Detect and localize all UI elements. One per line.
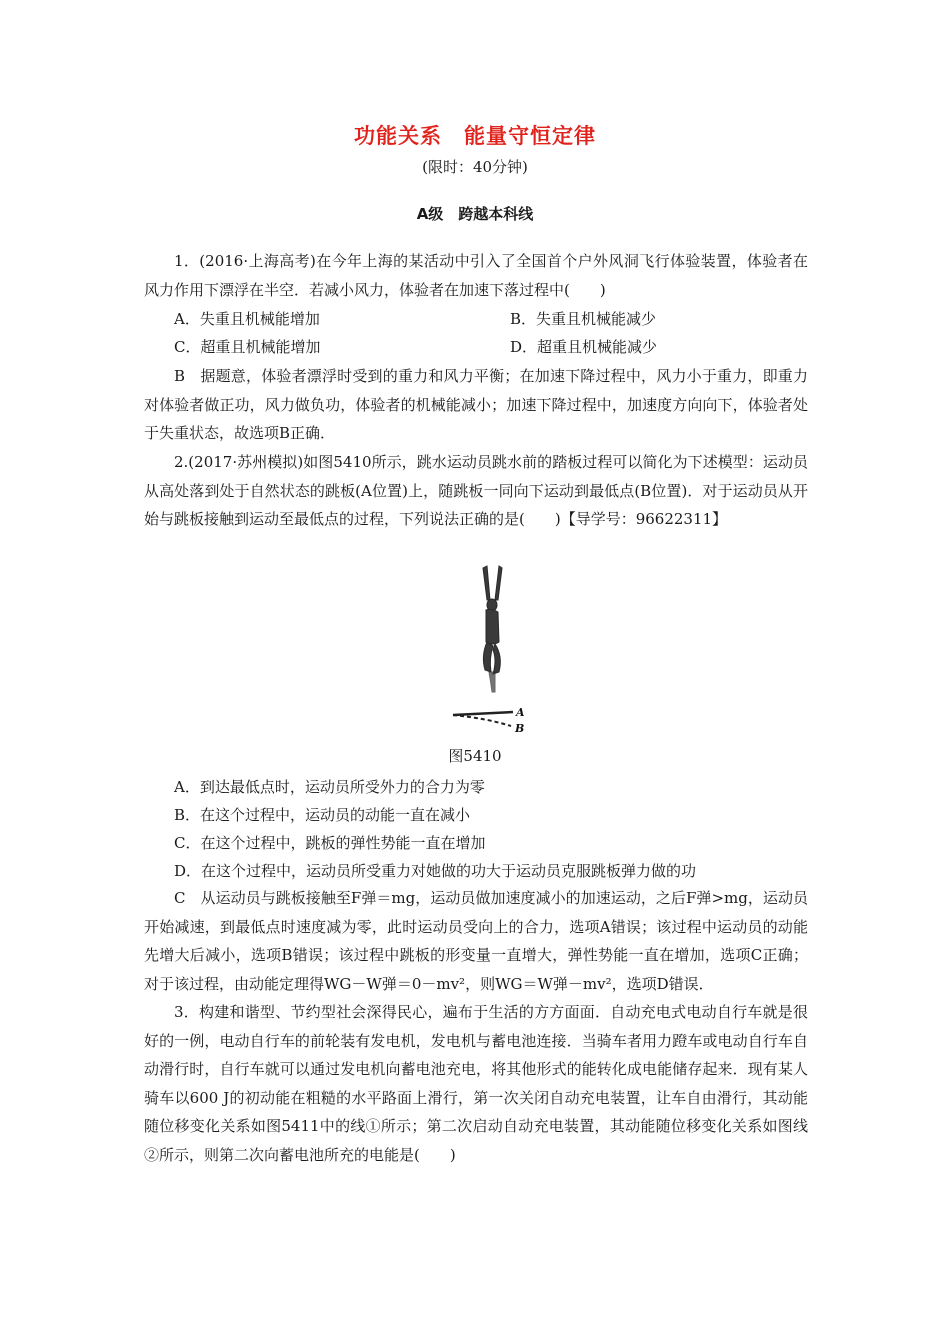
q2-answer: C 从运动员与跳板接触至F弹＝mg，运动员做加速度减小的加速运动，之后F弹>mg，运动员开始减速，到最低点时速度减为零，此时运动员受向上的合力，选项A错误；该过程中运动员的动能先增大后减小，选项B错误；该过程中跳板的形变量一直增大，弹性势能一直在增加，选项C正确；对于该过程，由动能定理得WG－W弹＝0－mv²，则WG＝W弹－mv²，选项D错误． [144,889,808,993]
q1-option-b: B．失重且机械能减少 [510,310,657,328]
q2-option-d: D．在这个过程中，运动员所受重力对她做的功大于运动员克服跳板弹力做的功 [174,862,697,880]
figure-caption: 图5410 [448,747,502,765]
springboard-b [453,715,511,726]
diver-figure [445,560,535,745]
q1-answer: B 据题意，体验者漂浮时受到的重力和风力平衡；在加速下降过程中，风力小于重力，即重力对体验者做正功，风力做负功，体验者的机械能减小；加速下降过程中，加速度方向向下，体验者处于失重状态，故选项B正确． [144,367,808,443]
label-a: A [516,706,525,719]
q1-option-a: A．失重且机械能增加 [174,310,320,328]
time-limit: (限时：40分钟) [422,158,528,176]
q1-option-d: D．超重且机械能减少 [510,338,658,356]
q1-option-c: C．超重且机械能增加 [174,338,321,356]
springboard-a [453,712,513,715]
q2-option-a: A．到达最低点时，运动员所受外力的合力为零 [174,778,485,796]
q2-option-b: B．在这个过程中，运动员的动能一直在减小 [174,806,471,824]
label-b: B [515,722,525,735]
page-title: 功能关系 能量守恒定律 [354,124,596,148]
q2-option-c: C．在这个过程中，跳板的弹性势能一直在增加 [174,834,486,852]
question-1-stem: 1．(2016·上海高考)在今年上海的某活动中引入了全国首个户外风洞飞行体验装置，体验者在风力作用下漂浮在半空．若减小风力，体验者在加速下落过程中( ) [144,252,808,299]
question-3-stem: 3．构建和谐型、节约型社会深得民心，遍布于生活的方方面面．自动充电式电动自行车就是很好的一例，电动自行车的前轮装有发电机，发电机与蓄电池连接．当骑车者用力蹬车或电动自行车自动滑行时，自行车就可以通过发电机向蓄电池充电，将其他形式的能转化成电能储存起来．现有某人骑车以600 J的初动能在粗糙的水平路面上滑行，第一次关闭自动充电装置，让车自由滑行，其动能随位移变化关系如图5411中的线①所示；第二次启动自动充电装置，其动能随位移变化关系如图线②所示，则第二次向蓄电池所充的电能是( ) [144,1003,808,1164]
section-heading: A级 跨越本科线 [416,205,534,223]
question-2-stem: 2.(2017·苏州模拟)如图5410所示，跳水运动员跳水前的踏板过程可以简化为下述模型：运动员从高处落到处于自然状态的跳板(A位置)上，随跳板一同向下运动到最低点(B位置)．对于运动员从开始与跳板接触到运动至最低点的过程，下列说法正确的是( )【导学号：96622311】 [144,453,808,529]
